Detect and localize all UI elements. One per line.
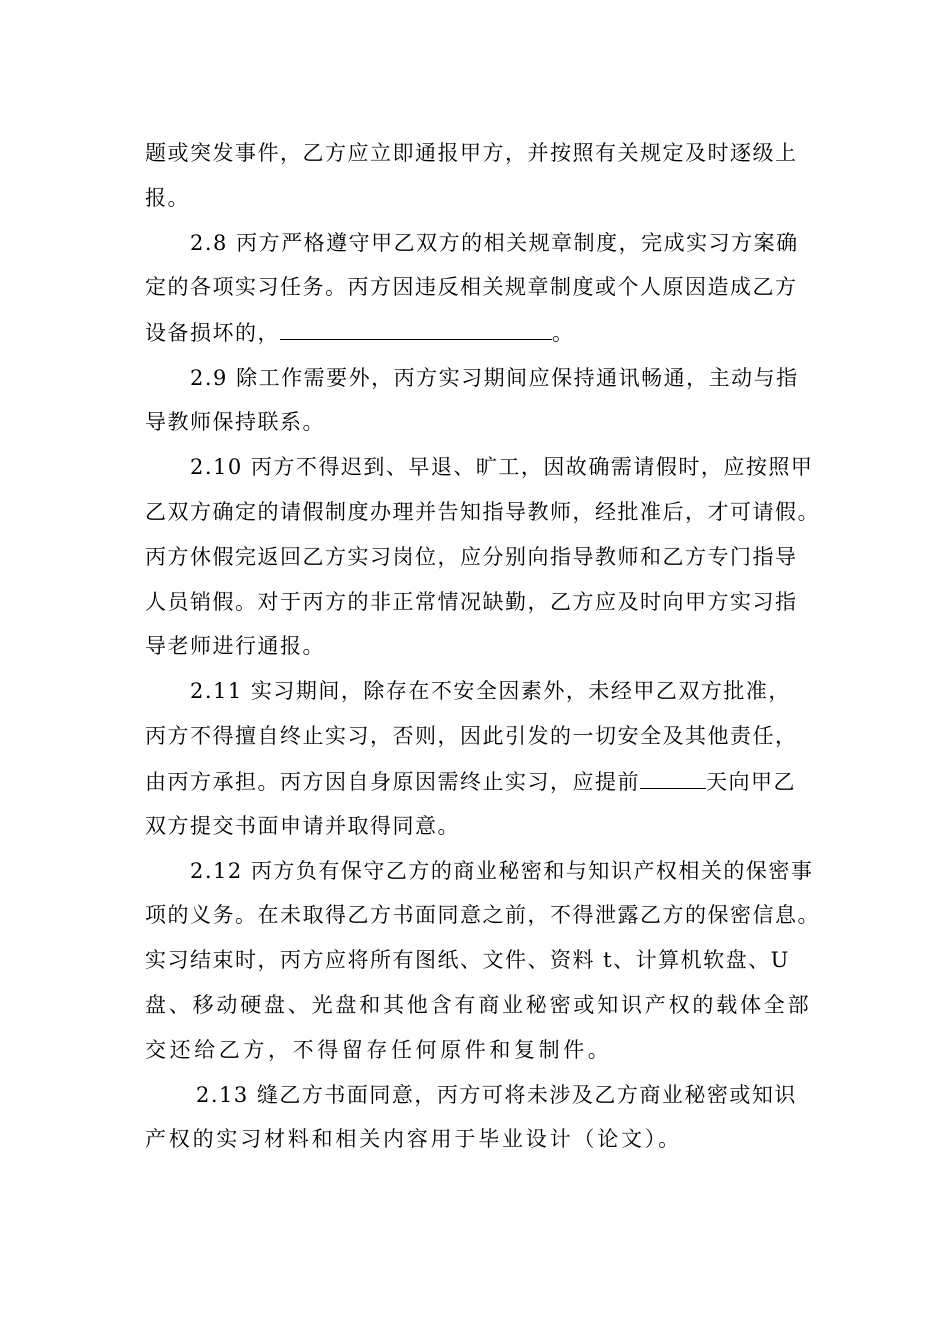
text-line: 产权的实习材料和相关内容用于毕业设计（论文）。 xyxy=(145,1127,682,1151)
text-line: 丙方休假完返回乙方实习岗位，应分别向指导教师和乙方专门指导 xyxy=(145,545,798,569)
blank-underline xyxy=(280,317,552,340)
text-segment: 。 xyxy=(552,321,575,345)
text-line: 导教师保持联系。 xyxy=(145,410,325,434)
text-line xyxy=(145,766,796,796)
text-segment: 天向甲乙 xyxy=(706,770,796,794)
text-line: 盘、移动硬盘、光盘和其他含有商业秘密或知识产权的载体全部 xyxy=(145,993,812,1017)
text-line: 丙方不得擅自终止实习，否则，因此引发的一切安全及其他责任， xyxy=(145,724,798,748)
text-line: 导老师进行通报。 xyxy=(145,634,325,658)
clause-2-9-line: 2.9 除工作需要外，丙方实习期间应保持通讯畅通，主动与指 xyxy=(190,366,799,390)
clause-2-12-line: 2.12 丙方负有保守乙方的商业秘密和与知识产权相关的保密事 xyxy=(190,859,814,883)
text-line: 定的各项实习任务。丙方因违反相关规章制度或个人原因造成乙方 xyxy=(145,275,798,299)
text-line: 报。 xyxy=(145,186,190,210)
text-line: 双方提交书面申请并取得同意。 xyxy=(145,814,460,838)
text-line: 人员销假。对于丙方的非正常情况缺勤，乙方应及时向甲方实习指 xyxy=(145,590,798,614)
text-line: 交还给乙方，不得留存任何原件和复制件。 xyxy=(145,1038,613,1062)
clause-2-10-line: 2.10 丙方不得迟到、早退、旷工，因故确需请假时，应按照甲 xyxy=(190,455,814,479)
clause-2-11-line: 2.11 实习期间，除存在不安全因素外，未经甲乙双方批准， xyxy=(190,679,791,703)
text-line: 实习结束时，丙方应将所有图纸、文件、资料 t、计算机软盘、U xyxy=(145,948,790,972)
blank-underline xyxy=(640,766,706,789)
text-line: 项的义务。在未取得乙方书面同意之前，不得泄露乙方的保密信息。 xyxy=(145,903,820,927)
text-segment: 由丙方承担。丙方因自身原因需终止实习，应提前 xyxy=(145,770,640,794)
text-line: 题或突发事件，乙方应立即通报甲方，并按照有关规定及时逐级上 xyxy=(145,141,798,165)
clause-2-8-line: 2.8 丙方严格遵守甲乙双方的相关规章制度，完成实习方案确 xyxy=(190,231,799,255)
text-line xyxy=(145,317,575,347)
text-line: 乙双方确定的请假制度办理并告知指导教师，经批准后，才可请假。 xyxy=(145,500,820,524)
text-segment: 设备损坏的， xyxy=(145,321,280,345)
clause-2-13-line: 2.13 缝乙方书面同意，丙方可将未涉及乙方商业秘密或知识 xyxy=(196,1083,797,1107)
